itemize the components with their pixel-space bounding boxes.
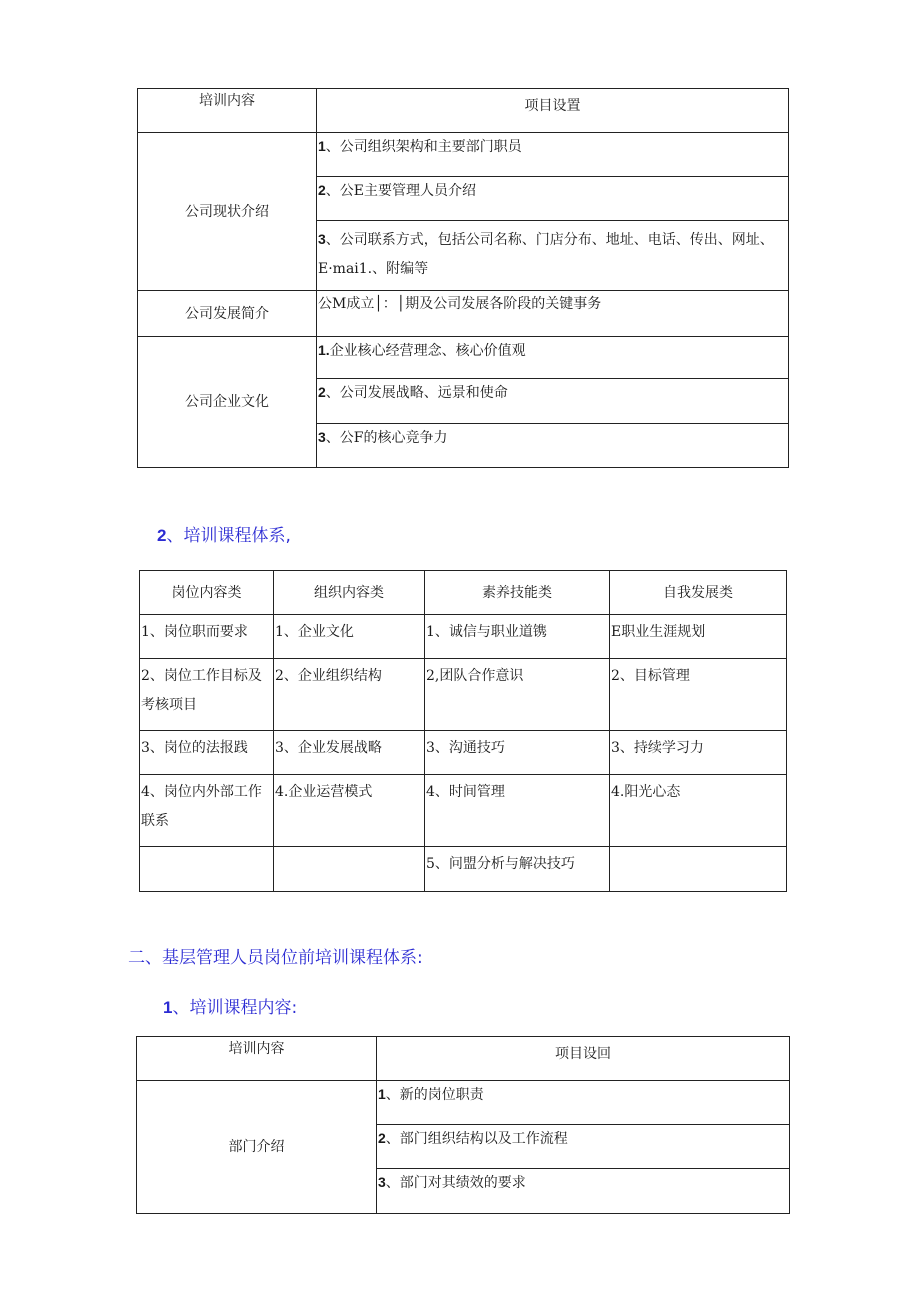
header-organization-content: 组织内容类 bbox=[274, 571, 425, 615]
header-self-development: 自我发展类 bbox=[610, 571, 787, 615]
header-training-content: 培训内容 bbox=[138, 89, 317, 133]
section-heading-basic-management: 二、基层管理人员岗位前培训课程体系: bbox=[128, 948, 423, 968]
group-label-company-status: 公司现状介绍 bbox=[138, 133, 317, 291]
table-cell: 3、沟通技巧 bbox=[425, 731, 610, 775]
table-cell bbox=[140, 847, 274, 892]
header-skills: 素养技能类 bbox=[425, 571, 610, 615]
header-project-setting: 项目设回 bbox=[377, 1037, 790, 1081]
table-cell: 4.企业运营模式 bbox=[274, 775, 425, 847]
table-cell: 1、企业文化 bbox=[274, 615, 425, 659]
training-content-table bbox=[137, 88, 789, 468]
table-cell: 5、问盟分析与解决技巧 bbox=[425, 847, 610, 892]
table-row: 公M成立│：│期及公司发展各阶段的关键事务 bbox=[317, 291, 789, 337]
header-training-content: 培训内容 bbox=[137, 1037, 377, 1081]
table-cell: 1、岗位职而要求 bbox=[140, 615, 274, 659]
section-heading-course-content: 1、培训课程内容: bbox=[163, 998, 298, 1018]
section-heading-course-system: 2、培训课程体系, bbox=[157, 526, 291, 546]
table-cell bbox=[610, 847, 787, 892]
table-cell bbox=[274, 847, 425, 892]
table-cell: 2、企业组织结构 bbox=[274, 659, 425, 731]
table-row: 2、公司发展战略、远景和使命 bbox=[317, 379, 789, 424]
group-label-department-intro: 部门介绍 bbox=[137, 1081, 377, 1214]
table-row: 3、公司联系方式，包括公司名称、门店分布、地址、电话、传出、网址、E·mai1.、附编等 bbox=[317, 221, 789, 291]
table-row: 1.企业核心经营理念、核心价值观 bbox=[317, 337, 789, 379]
table-row: 1、新的岗位职责 bbox=[377, 1081, 790, 1125]
table-row: 1、公司组织架构和主要部门职员 bbox=[317, 133, 789, 177]
table-cell: E职业生涯规划 bbox=[610, 615, 787, 659]
table-cell: 2、岗位工作目标及考核项目 bbox=[140, 659, 274, 731]
group-label-company-development: 公司发展简介 bbox=[138, 291, 317, 337]
table-cell: 4.阳光心态 bbox=[610, 775, 787, 847]
table-cell: 4、时间管理 bbox=[425, 775, 610, 847]
table-cell: 2、目标管理 bbox=[610, 659, 787, 731]
basic-management-training-table bbox=[136, 1036, 790, 1214]
table-cell: 3、持续学习力 bbox=[610, 731, 787, 775]
table-cell: 3、岗位的法报践 bbox=[140, 731, 274, 775]
table-row: 3、部门对其绩效的要求 bbox=[377, 1169, 790, 1214]
group-label-company-culture: 公司企业文化 bbox=[138, 337, 317, 468]
header-project-setting: 项目设置 bbox=[317, 89, 789, 133]
table-cell: 2,团队合作意识 bbox=[425, 659, 610, 731]
course-system-table bbox=[139, 570, 787, 892]
header-position-content: 岗位内容类 bbox=[140, 571, 274, 615]
table-cell: 1、诚信与职业道镌 bbox=[425, 615, 610, 659]
table-cell: 3、企业发展战略 bbox=[274, 731, 425, 775]
table-row: 2、公E主要管理人员介绍 bbox=[317, 177, 789, 221]
table-row: 2、部门组织结构以及工作流程 bbox=[377, 1125, 790, 1169]
table-cell: 4、岗位内外部工作联系 bbox=[140, 775, 274, 847]
table-row: 3、公F的核心竞争力 bbox=[317, 424, 789, 468]
